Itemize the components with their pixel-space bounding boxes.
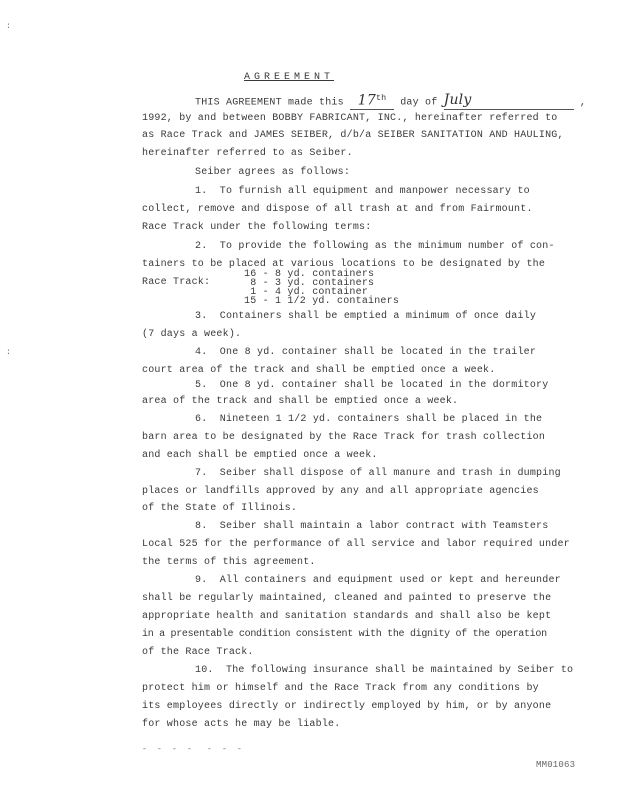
p9-line-2: shall be regularly maintained, cleaned and painted to preserve the [142,593,552,604]
margin-mark-top: : [6,22,12,31]
margin-mark-middle: : [6,348,12,357]
month-blank [444,94,574,110]
p10-line-3: its employees directly or indirectly employed by him, or by anyone [142,701,552,712]
p6-line-3: and each shall be emptied once a week. [142,450,378,461]
p8-line-3: the terms of this agreement. [142,557,316,568]
p1-line-2: collect, remove and dispose of all trash at and from Fairmount. [142,204,533,215]
intro-line-1: THIS AGREEMENT made this 17th day of July , [195,92,587,109]
container-item: 15 - 1 1/2 yd. containers [244,296,400,307]
p8-line-1: 8. Seiber shall maintain a labor contract with Teamsters [195,521,549,532]
day-number: 17 [357,92,376,109]
month: July [443,92,472,109]
p1-line-3: Race Track under the following terms: [142,222,372,233]
p1-line-1: 1. To furnish all equipment and manpower necessary to [195,186,530,197]
p8-line-2: Local 525 for the performance of all service and labor required under [142,539,570,550]
p10-line-1: 10. The following insurance shall be maintained by Seiber to [195,665,574,676]
container-list [244,270,399,306]
p5-line-1: 5. One 8 yd. container shall be located in the dormitory [195,380,549,391]
p5-line-2: area of the track and shall be emptied once a week. [142,396,459,407]
intro-line-3: as Race Track and JAMES SEIBER, d/b/a SEIBER SANITATION AND HAULING, [142,130,564,141]
p3-line-2: (7 days a week). [142,329,242,340]
p10-line-4: for whose acts he may be liable. [142,719,341,730]
intro-prefix: THIS AGREEMENT made this [195,97,344,109]
container-item: 8 - 3 yd. containers [244,278,375,289]
p9-line-5: of the Race Track. [142,647,254,658]
p9-line-3: appropriate health and sanitation standards and shall also be kept [142,611,552,622]
p2-line-2: tainers to be placed at various locations to be designated by the [142,259,546,270]
p2-line-1: 2. To provide the following as the minimum number of con- [195,241,555,252]
p7-line-2: places or landfills approved by any and all appropriate agencies [142,486,539,497]
footer-marks: - - - - - - - [142,745,243,754]
p9-line-1: 9. All containers and equipment used or kept and hereunder [195,575,561,586]
p3-line-1: 3. Containers shall be emptied a minimum of once daily [195,311,537,322]
agree-line: Seiber agrees as follows: [195,167,351,178]
p4-line-2: court area of the track and shall be emptied once a week. [142,365,496,376]
p10-line-2: protect him or himself and the Race Track from any conditions by [142,683,539,694]
day-blank [350,92,394,110]
p4-line-1: 4. One 8 yd. container shall be located in the trailer [195,347,537,358]
p7-line-3: of the State of Illinois. [142,503,298,514]
container-item: 16 - 8 yd. containers [244,269,375,280]
intro-line-4: hereinafter referred to as Seiber. [142,148,353,159]
p7-line-1: 7. Seiber shall dispose of all manure and trash in dumping [195,468,561,479]
day-suffix: th [375,93,387,103]
intro-line-2: 1992, by and between BOBBY FABRICANT, INC., hereinafter referred to [142,113,558,124]
document-title: AGREEMENT [244,72,335,83]
p2-line-3: Race Track: [142,277,211,288]
p9-line-4: in a presentable condition consistent with the dignity of the operation [142,629,547,640]
p6-line-2: barn area to be designated by the Race Track for trash collection [142,432,546,443]
intro-day-of: day of [400,97,438,109]
p6-line-1: 6. Nineteen 1 1/2 yd. containers shall be placed in the [195,414,543,425]
container-item: 1 - 4 yd. container [244,287,369,298]
page-id: MM01063 [536,760,576,770]
